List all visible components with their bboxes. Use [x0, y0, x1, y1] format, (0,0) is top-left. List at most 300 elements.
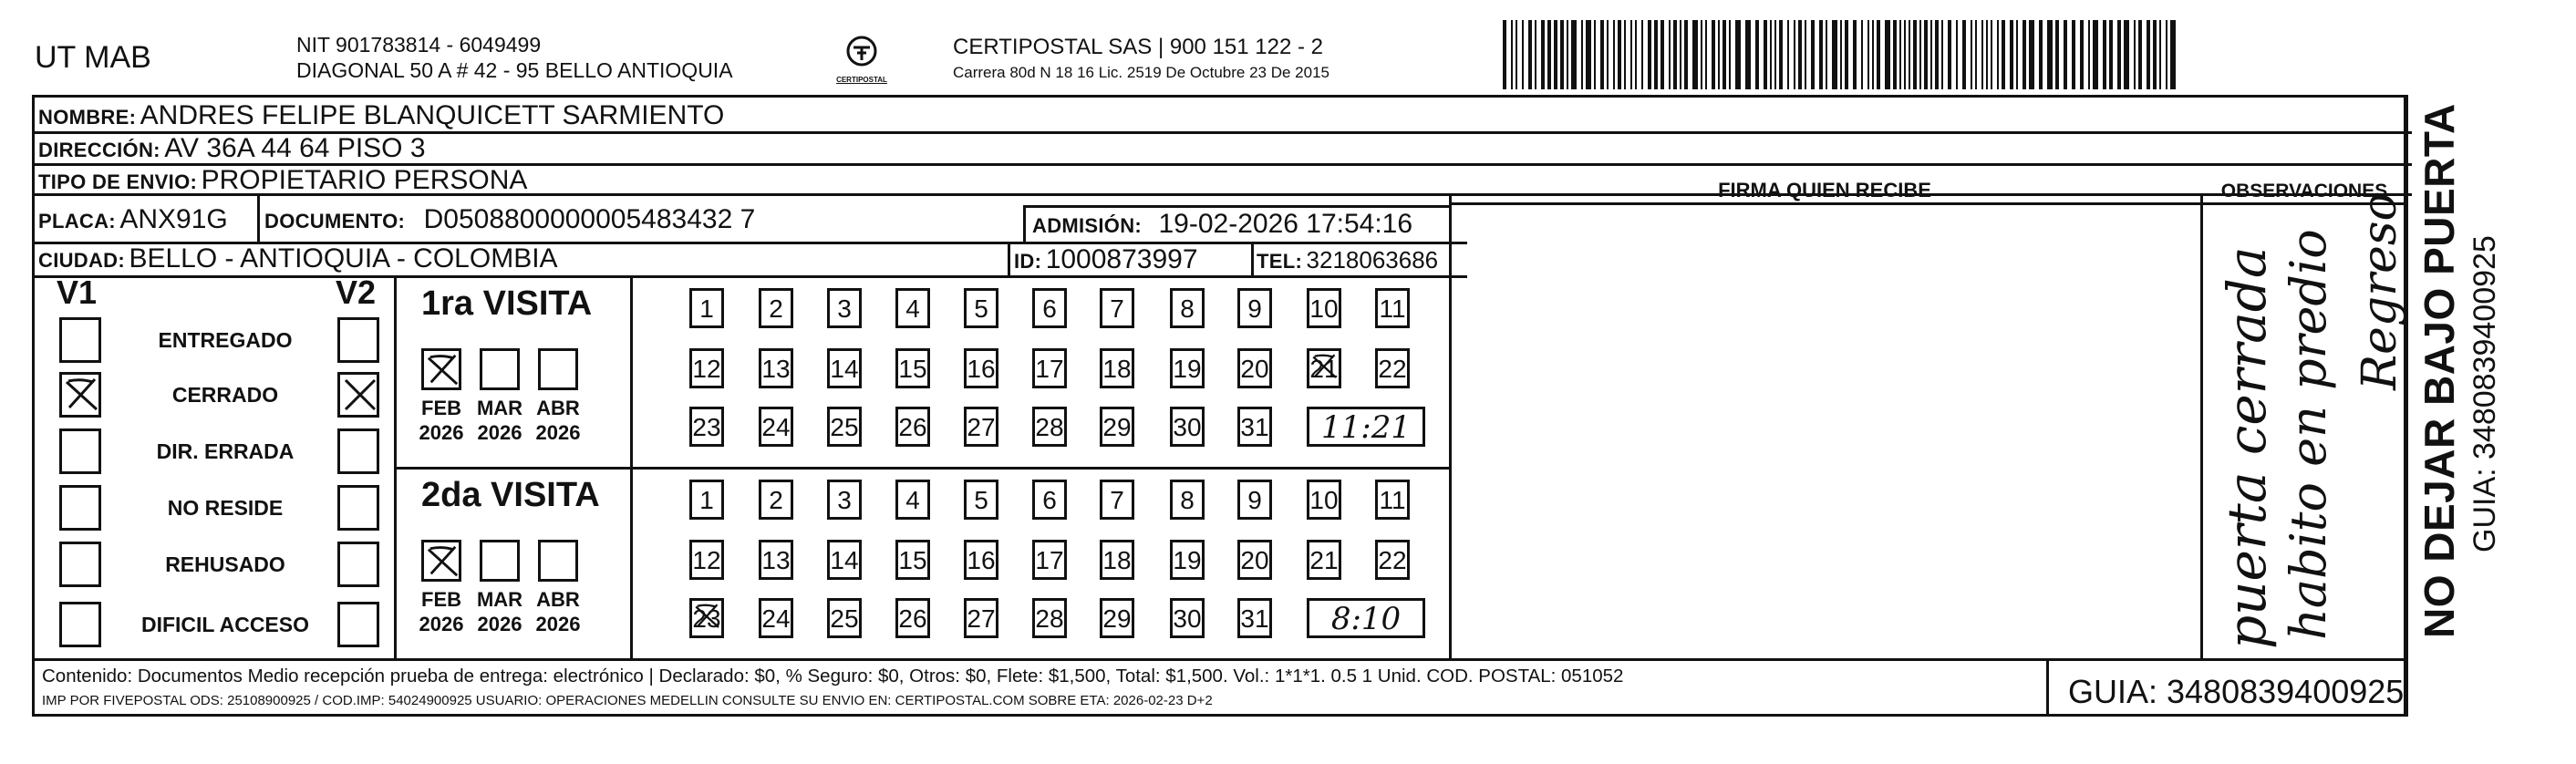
- barcode-bar: [1541, 20, 1545, 89]
- v1-checkbox[interactable]: [59, 317, 101, 363]
- no-dejar-warning: NO DEJAR BAJO PUERTA: [2416, 103, 2463, 638]
- day-box[interactable]: [1100, 540, 1134, 580]
- barcode-bar: [2010, 20, 2013, 89]
- nombre-value: ANDRES FELIPE BLANQUICETT SARMIENTO: [140, 100, 725, 130]
- barcode-bar: [1909, 20, 1910, 89]
- day-number: 27: [967, 413, 996, 441]
- v1-checkbox[interactable]: [59, 602, 101, 647]
- barcode-bar: [1669, 20, 1671, 89]
- day-number: 19: [1173, 355, 1202, 383]
- month-name: MAR: [476, 588, 523, 611]
- barcode-bar: [1904, 20, 1906, 89]
- barcode-bar: [1729, 20, 1731, 89]
- observaciones-header: OBSERVACIONES: [2220, 181, 2388, 201]
- barcode-bar: [1991, 20, 1992, 89]
- day-number: 5: [974, 486, 988, 514]
- obs-handwritten-2: habito en predio: [2280, 229, 2337, 640]
- day-number: 14: [830, 355, 859, 383]
- barcode-bar: [1745, 20, 1751, 89]
- day-box[interactable]: [1375, 288, 1410, 328]
- day-number: 30: [1173, 604, 1202, 633]
- barcode-bar: [1718, 20, 1720, 89]
- day-box[interactable]: [1237, 348, 1272, 388]
- visit2-title: 2da VISITA: [421, 476, 600, 514]
- day-box[interactable]: [1100, 407, 1134, 447]
- barcode-bar: [1673, 20, 1677, 89]
- v2-checkbox[interactable]: [337, 485, 379, 531]
- day-box[interactable]: [964, 288, 998, 328]
- barcode-bar: [1635, 20, 1637, 89]
- day-number: 18: [1102, 355, 1132, 383]
- day-box[interactable]: [689, 348, 724, 388]
- day-box[interactable]: [1237, 598, 1272, 638]
- day-box[interactable]: [689, 598, 724, 638]
- month-checkbox[interactable]: [421, 348, 461, 390]
- day-number: 28: [1035, 604, 1064, 633]
- day-box[interactable]: [964, 480, 998, 520]
- day-box[interactable]: [827, 480, 862, 520]
- day-box[interactable]: [1237, 407, 1272, 447]
- barcode-bar: [2166, 20, 2167, 89]
- day-box[interactable]: [895, 540, 930, 580]
- barcode-bar: [2072, 20, 2075, 89]
- day-number: 1: [699, 294, 714, 323]
- admision-value: 19-02-2026 17:54:16: [1158, 209, 1413, 239]
- barcode-bar: [1701, 20, 1702, 89]
- barcode-bar: [1811, 20, 1815, 89]
- check-mark-icon: [426, 353, 460, 387]
- placa-row: [38, 204, 228, 235]
- day-box[interactable]: [895, 407, 930, 447]
- day-box[interactable]: [1307, 540, 1341, 580]
- day-box[interactable]: [1307, 288, 1341, 328]
- barcode-bar: [1705, 20, 1707, 89]
- time-handwritten: 11:21: [1321, 409, 1411, 446]
- barcode-bar: [1522, 20, 1524, 89]
- barcode-bar: [1528, 20, 1532, 89]
- barcode-bar: [1826, 20, 1827, 89]
- barcode-bar: [1554, 20, 1557, 89]
- placa-label: PLACA:: [38, 210, 116, 232]
- barcode-bar: [1840, 20, 1842, 89]
- day-box[interactable]: [1170, 288, 1205, 328]
- v1-checkbox[interactable]: [59, 428, 101, 474]
- tel-row: [1257, 246, 1438, 274]
- day-box[interactable]: [1032, 598, 1067, 638]
- day-number: 4: [905, 294, 920, 323]
- month-checkbox[interactable]: [538, 348, 578, 390]
- footer-guia: GUIA: 3480839400925: [2068, 673, 2405, 710]
- barcode-bar: [1913, 20, 1917, 89]
- barcode-bar: [2023, 20, 2026, 89]
- tipo-label: TIPO DE ENVIO:: [38, 170, 198, 193]
- ciudad-value: BELLO - ANTIOQUIA - COLOMBIA: [129, 243, 558, 274]
- day-box[interactable]: [1100, 598, 1134, 638]
- barcode-bar: [1607, 20, 1609, 89]
- status-label: ENTREGADO: [158, 328, 293, 352]
- barcode-bar: [1764, 20, 1767, 89]
- barcode-bar: [1997, 20, 1999, 89]
- day-number: 29: [1102, 604, 1132, 633]
- day-box[interactable]: [1237, 480, 1272, 520]
- barcode-bar: [2047, 20, 2053, 89]
- day-box[interactable]: [1032, 407, 1067, 447]
- barcode-bar: [1962, 20, 1966, 89]
- tel-label: TEL:: [1257, 250, 1303, 273]
- check-mark-icon: [64, 377, 100, 413]
- barcode-bar: [1618, 20, 1621, 89]
- tipo-value: PROPIETARIO PERSONA: [201, 165, 528, 195]
- month-year: 2026: [535, 613, 581, 635]
- day-number: 3: [837, 486, 852, 514]
- admision-label: ADMISIÓN:: [1032, 214, 1143, 237]
- day-box[interactable]: [1100, 348, 1134, 388]
- day-number: 7: [1110, 486, 1124, 514]
- day-box[interactable]: [759, 348, 793, 388]
- logo-caption: CERTIPOSTAL: [836, 76, 887, 84]
- day-box[interactable]: [964, 540, 998, 580]
- day-number: 9: [1247, 486, 1262, 514]
- barcode-bar: [2103, 20, 2106, 89]
- barcode-bar: [1648, 20, 1651, 89]
- barcode-bar: [1571, 20, 1577, 89]
- day-number: 31: [1240, 413, 1269, 441]
- day-number: 20: [1240, 355, 1269, 383]
- day-box[interactable]: [1170, 407, 1205, 447]
- v1-checkbox[interactable]: [59, 372, 101, 418]
- direccion-row: [38, 133, 426, 164]
- barcode-bar: [1819, 20, 1823, 89]
- tel-value: 3218063686: [1306, 246, 1439, 274]
- barcode-bar: [1567, 20, 1568, 89]
- status-label: REHUSADO: [165, 552, 285, 576]
- barcode-bar: [1735, 20, 1741, 89]
- day-number: 18: [1102, 546, 1132, 574]
- v2-checkbox[interactable]: [337, 372, 379, 418]
- month-name: MAR: [476, 397, 523, 419]
- day-box[interactable]: [1100, 480, 1134, 520]
- check-mark-icon: [694, 603, 721, 630]
- day-box[interactable]: [1307, 348, 1341, 388]
- day-box[interactable]: [689, 540, 724, 580]
- day-number: 17: [1035, 546, 1064, 574]
- visit1-title: 1ra VISITA: [421, 284, 593, 323]
- day-number: 10: [1309, 486, 1339, 514]
- month-year: 2026: [419, 421, 464, 444]
- obs-handwritten-1: puerta cerrada: [2216, 246, 2278, 649]
- barcode-bar: [1560, 20, 1564, 89]
- barcode-bar: [1503, 20, 1506, 89]
- barcode-bar: [1919, 20, 1921, 89]
- month-checkbox[interactable]: [480, 540, 520, 582]
- day-box[interactable]: [689, 480, 724, 520]
- barcode-bar: [1755, 20, 1759, 89]
- day-number: 25: [830, 413, 859, 441]
- barcode-bar: [1794, 20, 1795, 89]
- day-number: 23: [692, 413, 721, 441]
- day-box[interactable]: [964, 407, 998, 447]
- month-label: [416, 396, 467, 445]
- day-number: 12: [692, 355, 721, 383]
- barcode-bar: [1956, 20, 1958, 89]
- barcode-bar: [1845, 20, 1848, 89]
- month-year: 2026: [535, 421, 581, 444]
- day-box[interactable]: [759, 288, 793, 328]
- day-box[interactable]: [759, 480, 793, 520]
- day-number: 7: [1110, 294, 1124, 323]
- v2-label: V2: [336, 274, 377, 311]
- month-year: 2026: [477, 613, 522, 635]
- day-number: 15: [898, 546, 927, 574]
- day-number: 14: [830, 546, 859, 574]
- status-label: DIFICIL ACCESO: [140, 613, 309, 636]
- barcode: [1503, 20, 2179, 89]
- v1-checkbox[interactable]: [59, 485, 101, 531]
- barcode-bar: [1981, 20, 1983, 89]
- barcode-bar: [1680, 20, 1681, 89]
- day-box[interactable]: [895, 348, 930, 388]
- barcode-bar: [1867, 20, 1869, 89]
- barcode-bar: [2080, 20, 2084, 89]
- barcode-bar: [2124, 20, 2129, 89]
- barcode-bar: [1641, 20, 1643, 89]
- barcode-bar: [1547, 20, 1551, 89]
- month-label: [416, 587, 467, 636]
- barcode-bar: [1779, 20, 1783, 89]
- day-number: 29: [1102, 413, 1132, 441]
- day-number: 8: [1180, 486, 1195, 514]
- day-box[interactable]: [1100, 288, 1134, 328]
- day-box[interactable]: [1170, 348, 1205, 388]
- barcode-bar: [1594, 20, 1596, 89]
- company-name: UT MAB: [35, 40, 151, 75]
- barcode-bar: [2134, 20, 2136, 89]
- day-box[interactable]: [1032, 288, 1067, 328]
- barcode-bar: [2055, 20, 2059, 89]
- day-box[interactable]: [964, 348, 998, 388]
- month-label: [533, 587, 584, 636]
- barcode-bar: [1613, 20, 1615, 89]
- barcode-bar: [2088, 20, 2090, 89]
- day-box[interactable]: [1170, 480, 1205, 520]
- barcode-bar: [1516, 20, 1517, 89]
- day-box[interactable]: [827, 407, 862, 447]
- barcode-bar: [1941, 20, 1943, 89]
- day-number: 31: [1240, 604, 1269, 633]
- barcode-bar: [2064, 20, 2067, 89]
- day-box[interactable]: [1170, 540, 1205, 580]
- direccion-label: DIRECCIÓN:: [38, 139, 160, 161]
- barcode-bar: [1899, 20, 1901, 89]
- barcode-bar: [1885, 20, 1890, 89]
- day-number: 23: [692, 604, 721, 633]
- signature-area[interactable]: [1454, 206, 2197, 656]
- day-number: 10: [1309, 294, 1339, 323]
- day-number: 5: [974, 294, 988, 323]
- time-handwritten: 8:10: [1330, 601, 1402, 637]
- v1-checkbox[interactable]: [59, 542, 101, 587]
- nombre-row: [38, 100, 724, 131]
- admision-row: [1032, 209, 1412, 240]
- day-number: 27: [967, 604, 996, 633]
- day-box[interactable]: [1375, 540, 1410, 580]
- day-box[interactable]: [1307, 480, 1341, 520]
- time-box[interactable]: [1307, 407, 1425, 447]
- firma-header: FIRMA QUIEN RECIBE: [1718, 179, 1931, 201]
- day-number: 24: [761, 413, 791, 441]
- license-line: Carrera 80d N 18 16 Lic. 2519 De Octubre 23 De 2015: [953, 64, 1329, 81]
- month-name: ABR: [536, 588, 580, 611]
- check-mark-icon: [426, 544, 460, 579]
- barcode-bar: [1893, 20, 1897, 89]
- status-label: CERRADO: [171, 383, 279, 407]
- day-number: 11: [1379, 294, 1406, 323]
- day-box[interactable]: [759, 540, 793, 580]
- barcode-bar: [1684, 20, 1688, 89]
- barcode-bar: [1975, 20, 1977, 89]
- documento-value: D0508800000005483432 7: [423, 204, 756, 234]
- day-number: 2: [769, 486, 783, 514]
- day-number: 8: [1180, 294, 1195, 323]
- barcode-bar: [2002, 20, 2005, 89]
- barcode-bar: [1798, 20, 1802, 89]
- barcode-bar: [2138, 20, 2142, 89]
- v2-checkbox[interactable]: [337, 602, 379, 647]
- barcode-bar: [2170, 20, 2176, 89]
- sender-address: DIAGONAL 50 A # 42 - 95 BELLO ANTIOQUIA: [296, 58, 733, 82]
- day-box[interactable]: [895, 288, 930, 328]
- day-number: 3: [837, 294, 852, 323]
- barcode-bar: [2039, 20, 2043, 89]
- month-name: FEB: [421, 397, 461, 419]
- day-number: 26: [898, 413, 927, 441]
- barcode-bar: [2117, 20, 2121, 89]
- day-number: 17: [1035, 355, 1064, 383]
- day-box[interactable]: [827, 540, 862, 580]
- day-box[interactable]: [1032, 348, 1067, 388]
- placa-value: ANX91G: [119, 204, 228, 234]
- courier-line: CERTIPOSTAL SAS | 900 151 122 - 2: [953, 35, 1323, 59]
- day-number: 1: [699, 486, 714, 514]
- day-box[interactable]: [759, 407, 793, 447]
- status-label: DIR. ERRADA: [156, 439, 295, 463]
- ciudad-label: CIUDAD:: [38, 249, 125, 272]
- barcode-bar: [1948, 20, 1951, 89]
- day-number: 20: [1240, 546, 1269, 574]
- certipostal-logo: [834, 33, 889, 84]
- day-number: 6: [1042, 294, 1057, 323]
- direccion-value: AV 36A 44 64 PISO 3: [164, 133, 426, 163]
- day-box[interactable]: [1032, 480, 1067, 520]
- day-box[interactable]: [895, 598, 930, 638]
- barcode-bar: [1861, 20, 1863, 89]
- day-box[interactable]: [689, 288, 724, 328]
- day-number: 16: [967, 355, 996, 383]
- barcode-bar: [1877, 20, 1880, 89]
- contenido-line: Contenido: Documentos Medio recepción prueba de entrega: electrónico | Declarado: $0, % Seguro: $0, Otros: $0, Flete: $1,500, Total: $1,500. Vol.: 1*1*1. 0.5 1 Unid. COD. POSTAL: 051052: [42, 666, 1624, 687]
- day-box[interactable]: [1375, 480, 1410, 520]
- barcode-bar: [1624, 20, 1626, 89]
- day-number: 15: [898, 355, 927, 383]
- day-box[interactable]: [1375, 348, 1410, 388]
- barcode-bar: [1660, 20, 1664, 89]
- day-box[interactable]: [759, 598, 793, 638]
- barcode-bar: [1723, 20, 1726, 89]
- barcode-bar: [2159, 20, 2161, 89]
- barcode-bar: [2147, 20, 2150, 89]
- day-number: 28: [1035, 413, 1064, 441]
- barcode-bar: [1511, 20, 1513, 89]
- month-checkbox[interactable]: [480, 348, 520, 390]
- day-box[interactable]: [895, 480, 930, 520]
- barcode-bar: [2029, 20, 2034, 89]
- day-box[interactable]: [1032, 540, 1067, 580]
- barcode-bar: [1774, 20, 1776, 89]
- month-year: 2026: [477, 421, 522, 444]
- day-number: 21: [1309, 546, 1339, 574]
- day-box[interactable]: [827, 288, 862, 328]
- day-box[interactable]: [827, 348, 862, 388]
- v1-label: V1: [57, 274, 98, 311]
- time-box[interactable]: [1307, 598, 1425, 638]
- id-label: ID:: [1014, 250, 1042, 273]
- obs-handwritten-3: Regreso: [2353, 192, 2407, 390]
- day-box[interactable]: [1170, 598, 1205, 638]
- barcode-bar: [1832, 20, 1837, 89]
- day-box[interactable]: [827, 598, 862, 638]
- day-box[interactable]: [1237, 540, 1272, 580]
- day-box[interactable]: [689, 407, 724, 447]
- day-number: 21: [1309, 355, 1339, 383]
- v2-checkbox[interactable]: [337, 317, 379, 363]
- barcode-bar: [1971, 20, 1972, 89]
- nombre-label: NOMBRE:: [38, 106, 137, 129]
- month-checkbox[interactable]: [421, 540, 461, 582]
- day-number: 22: [1378, 546, 1407, 574]
- day-number: 6: [1042, 486, 1057, 514]
- v2-checkbox[interactable]: [337, 542, 379, 587]
- month-checkbox[interactable]: [538, 540, 578, 582]
- imp-line: IMP POR FIVEPOSTAL ODS: 25108900925 / COD.IMP: 54024900925 USUARIO: OPERACIONES MEDELLIN CONSULTE SU ENVIO EN: CERTIPOSTAL.COM SOBRE ETA: 2026-02-23 D+2: [42, 693, 1213, 708]
- id-row: [1014, 244, 1198, 275]
- day-number: 19: [1173, 546, 1202, 574]
- day-box[interactable]: [1237, 288, 1272, 328]
- day-number: 2: [769, 294, 783, 323]
- tipo-row: [38, 165, 527, 196]
- day-number: 9: [1247, 294, 1262, 323]
- id-value: 1000873997: [1045, 244, 1198, 274]
- status-label: NO RESIDE: [167, 496, 284, 520]
- barcode-bar: [1600, 20, 1604, 89]
- barcode-bar: [1986, 20, 1988, 89]
- check-mark-icon: [342, 377, 378, 413]
- month-name: ABR: [536, 397, 580, 419]
- day-number: 25: [830, 604, 859, 633]
- v2-checkbox[interactable]: [337, 428, 379, 474]
- day-number: 12: [692, 546, 721, 574]
- month-label: [474, 587, 525, 636]
- barcode-bar: [1935, 20, 1939, 89]
- barcode-bar: [1787, 20, 1789, 89]
- day-box[interactable]: [964, 598, 998, 638]
- documento-row: [264, 204, 755, 235]
- barcode-bar: [2153, 20, 2157, 89]
- barcode-bar: [1872, 20, 1874, 89]
- barcode-bar: [1630, 20, 1632, 89]
- barcode-bar: [1853, 20, 1857, 89]
- month-label: [474, 396, 525, 445]
- barcode-bar: [1586, 20, 1591, 89]
